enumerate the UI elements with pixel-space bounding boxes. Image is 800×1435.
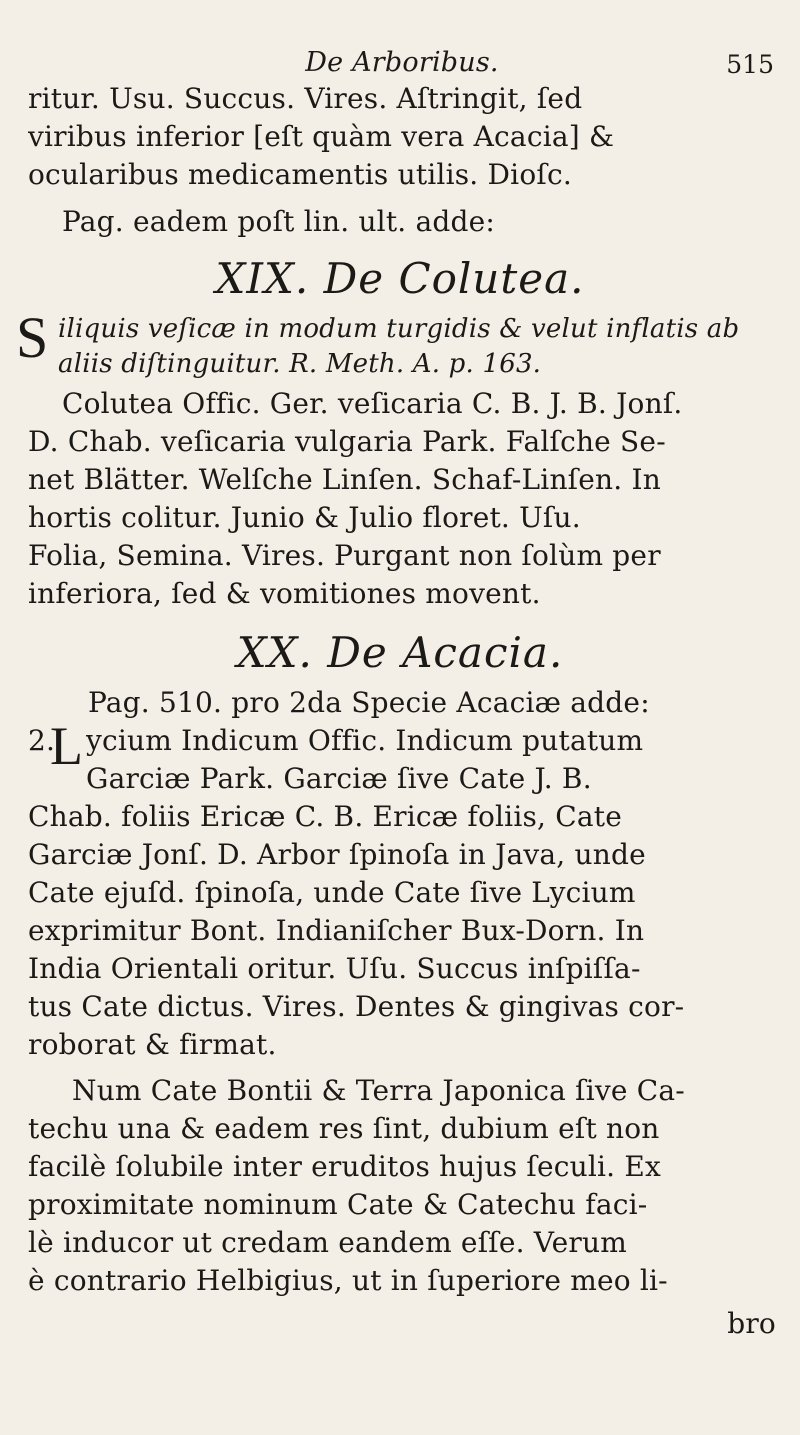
text-line: lè inducor ut credam eandem eſſe. Verum	[28, 1226, 627, 1259]
text-line: ritur. Usu. Succus. Vires. Aſtringit, ſed	[28, 82, 583, 115]
text-line: è contrario Helbigius, ut in ſuperiore meo li-	[28, 1264, 668, 1297]
text-line: Pag. eadem poſt lin. ult. adde:	[62, 205, 496, 238]
running-title: De Arboribus.	[305, 47, 499, 78]
text-line: ycium Indicum Offic. Indicum putatum	[86, 724, 644, 757]
text-line: inferiora, ſed & vomitiones movent.	[28, 577, 541, 610]
page-number: 515	[726, 50, 774, 79]
text-line: roborat & firmat.	[28, 1028, 277, 1061]
text-line: Num Cate Bontii & Terra Japonica ſive Ca-	[72, 1074, 685, 1107]
text-line: techu una & eadem res ſint, dubium eſt non	[28, 1112, 660, 1145]
text-line: hortis colitur. Junio & Julio floret. Uſu.	[28, 501, 581, 534]
section-heading-acacia: XX. De Acacia.	[236, 628, 564, 677]
text-line: Pag. 510. pro 2da Specie Acaciæ adde:	[88, 686, 650, 719]
text-line: Folia, Semina. Vires. Purgant non ſolùm per	[28, 539, 661, 572]
text-line: Chab. foliis Ericæ C. B. Ericæ foliis, Cate	[28, 800, 622, 833]
text-line: proximitate nominum Cate & Catechu faci-	[28, 1188, 648, 1221]
text-line: aliis diſtinguitur. R. Meth. A. p. 163.	[58, 349, 542, 379]
text-line: Cate ejuſd. ſpinoſa, unde Cate ſive Lycium	[28, 876, 636, 909]
text-line: viribus inferior [eſt quàm vera Acacia] &	[28, 120, 615, 153]
text-line: Garciæ Park. Garciæ ſive Cate J. B.	[86, 762, 592, 795]
section-heading-colutea: XIX. De Colutea.	[215, 254, 585, 303]
item-number: 2.	[28, 724, 56, 757]
text-line: India Orientali oritur. Uſu. Succus inſpiſſa-	[28, 952, 641, 985]
text-line: iliquis veſicæ in modum turgidis & velut inflatis ab	[58, 314, 740, 344]
text-line: facilè ſolubile inter eruditos hujus ſeculi. Ex	[28, 1150, 662, 1183]
text-line: net Blätter. Welſche Linſen. Schaf-Linſen. In	[28, 463, 661, 496]
text-line: D. Chab. veſicaria vulgaria Park. Falſche Se-	[28, 425, 666, 458]
drop-cap-s: S	[16, 305, 49, 370]
text-line: Garciæ Jonſ. D. Arbor ſpinoſa in Java, unde	[28, 838, 646, 871]
text-line: ocularibus medicamentis utilis. Dioſc.	[28, 158, 572, 191]
text-line: Colutea Offic. Ger. veſicaria C. B. J. B. Jonſ.	[62, 387, 683, 420]
catchword: bro	[727, 1307, 776, 1340]
text-line: tus Cate dictus. Vires. Dentes & gingivas cor-	[28, 990, 685, 1023]
text-line: exprimitur Bont. Indianiſcher Bux-Dorn. In	[28, 914, 645, 947]
drop-cap-l: L	[50, 716, 83, 776]
